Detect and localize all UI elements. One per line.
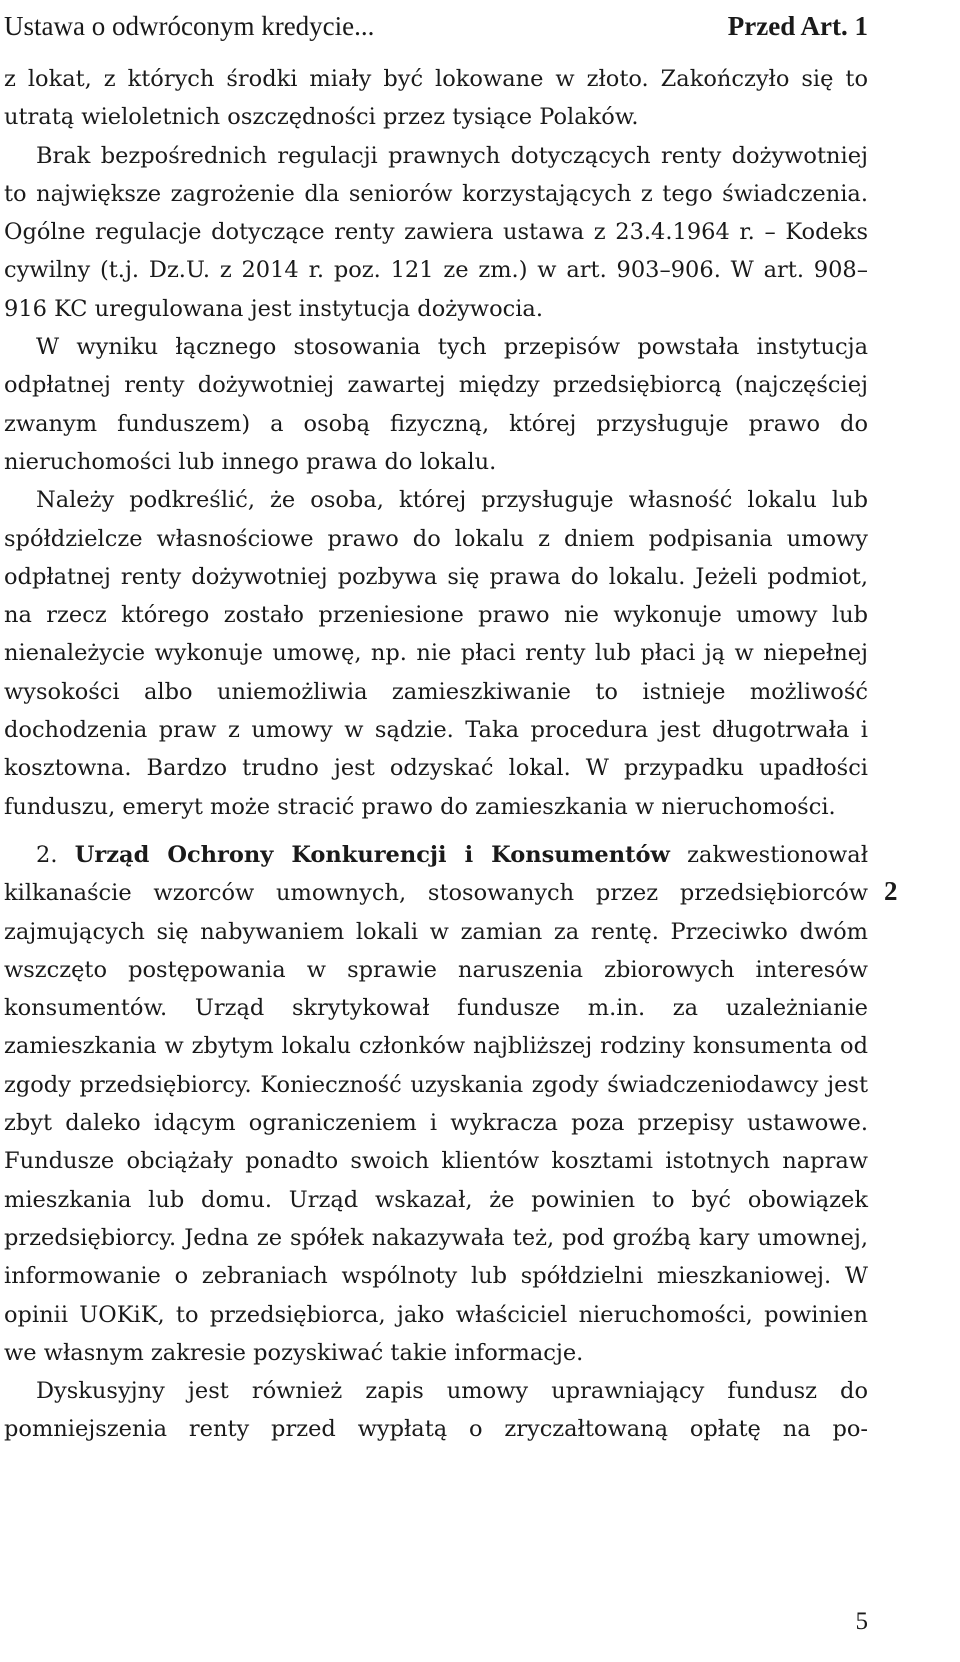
section-number: 2. xyxy=(36,841,58,868)
uokik-name: Urząd Ochrony Konkurencji i Konsumentów xyxy=(74,841,670,868)
running-header-article: Przed Art. 1 xyxy=(727,11,868,41)
running-header-title: Ustawa o odwróconym kredycie... xyxy=(4,11,375,41)
body-text xyxy=(4,60,868,1449)
running-header xyxy=(4,6,868,46)
paragraph-continuation: z lokat, z których środki miały być lokowane w złoto. Zakończyło się to utratą wieloletnich oszczędności przez tysiące Polaków. xyxy=(4,66,868,131)
margin-number: 2 xyxy=(884,876,898,906)
paragraph-uokik xyxy=(4,836,868,1372)
paragraph-institution: W wyniku łącznego stosowania tych przepisów powstała instytucja odpłatnej renty dożywotniej zawartej między przedsiębiorcą (najczęściej zwanym funduszem) a osobą fizyczną, której przysługuje prawo do nieruchomości lub innego prawa do lokalu. xyxy=(4,334,868,475)
uokik-text: zakwestionował kilkanaście wzorców umownych, stosowanych przez przedsiębiorców zajmujących się nabywaniem lokali w zamian za rentę. Przeciwko dwóm wszczęto postępowania w sprawie naruszenia zbiorowych interesów konsumentów. Urząd skrytykował fundusze m.in. za uzależnianie zamieszkania w zbytym lokalu członków najbliższej rodziny konsumenta od zgody przedsiębiorcy. Konieczność uzyskania zgody świadczeniodawcy jest zbyt daleko idącym ograniczeniem i wykracza poza przepisy ustawowe. Fundusze obciążały ponadto swoich klientów kosztami istotnych napraw mieszkania lub domu. Urząd wskazał, że powinien to być obowiązek przedsiębiorcy. Jedna ze spółek nakazywała też, pod groźbą kary umownej, informowanie o zebraniach wspólnoty lub spółdzielni mieszkaniowej. W opinii UOKiK, to przedsiębiorca, jako właściciel nieruchomości, powinien we własnym zakresie pozyskiwać takie informacje. xyxy=(4,841,868,1366)
paragraph-disputed-clause: Dyskusyjny jest również zapis umowy uprawniający fundusz do pomniejszenia renty przed wypłatą o zryczałtowaną opłatę na po- xyxy=(4,1378,868,1443)
page-number: 5 xyxy=(855,1608,868,1635)
paragraph-ownership: Należy podkreślić, że osoba, której przysługuje własność lokalu lub spółdzielcze własnościowe prawo do lokalu z dniem podpisania umowy odpłatnej renty dożywotniej pozbywa się prawa do lokalu. Jeżeli podmiot, na rzecz którego zostało przeniesione prawo nie wykonuje umowy lub nienależycie wykonuje umowę, np. nie płaci renty lub płaci ją w niepełnej wysokości albo uniemożliwia zamieszkiwanie to istnieje możliwość dochodzenia praw z umowy w sądzie. Taka procedura jest długotrwała i kosztowna. Bardzo trudno jest odzyskać lokal. W przypadku upadłości funduszu, emeryt może stracić prawo do zamieszkania w nieruchomości. xyxy=(4,487,868,820)
paragraph-regulations: Brak bezpośrednich regulacji prawnych dotyczących renty dożywotniej to największe zagrożenie dla seniorów korzystających z tego świadczenia. Ogólne regulacje dotyczące renty zawiera ustawa z 23.4.1964 r. – Kodeks cywilny (t.j. Dz.U. z 2014 r. poz. 121 ze zm.) w art. 903–906. W art. 908–916 KC uregulowana jest instytucja dożywocia. xyxy=(4,142,868,322)
